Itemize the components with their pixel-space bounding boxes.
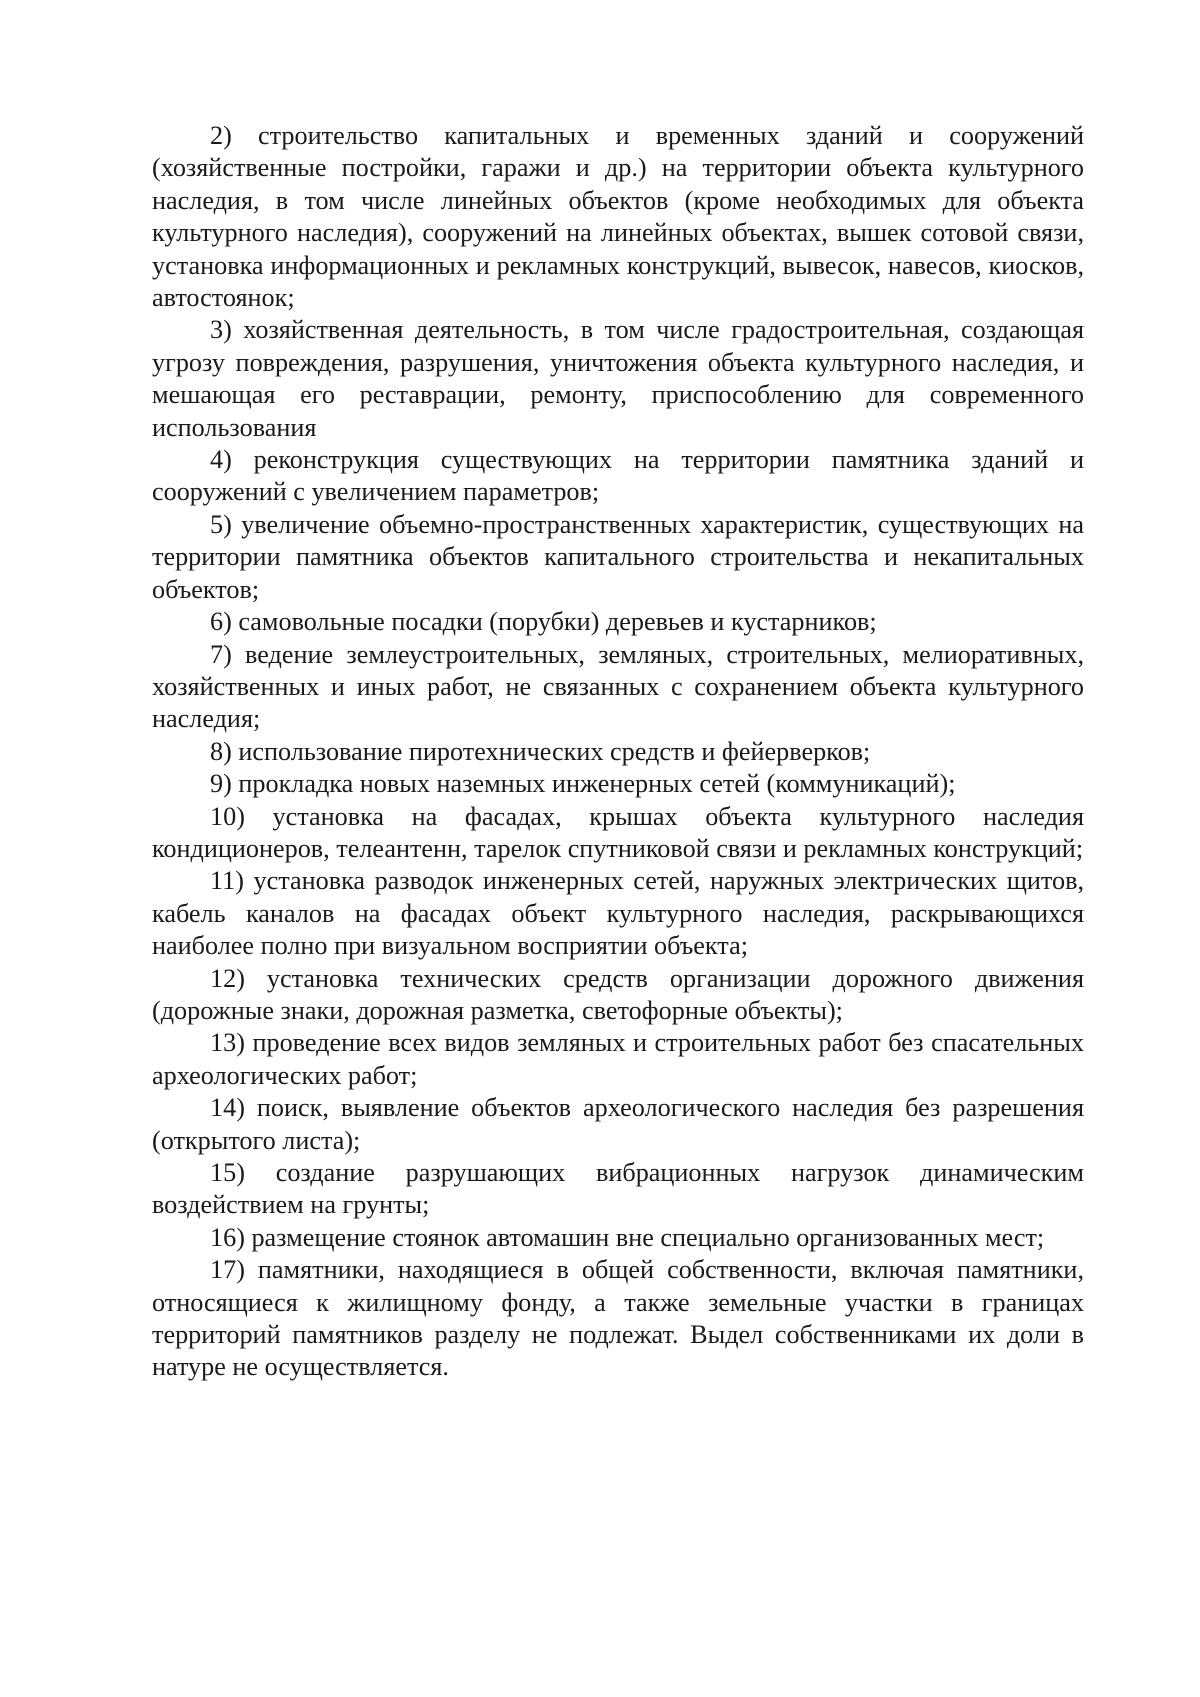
- paragraph-item-4: 4) реконструкция существующих на территории памятника зданий и сооружений с увеличением параметров;: [152, 445, 1084, 507]
- paragraph-item-6: 6) самовольные посадки (порубки) деревьев и кустарников;: [210, 607, 877, 637]
- paragraph-item-13: 13) проведение всех видов земляных и строительных работ без спасательных археологических работ;: [152, 1028, 1084, 1090]
- paragraph-item-17: 17) памятники, находящиеся в общей собственности, включая памятники, относящиеся к жилищному фонду, а также земельные участки в границах территорий памятников разделу не подлежат. Выдел собственниками их доли в натуре не осуществляется.: [152, 1255, 1084, 1382]
- paragraph-item-5: 5) увеличение объемно-пространственных характеристик, существующих на территории памятника объектов капитального строительства и некапитальных объектов;: [152, 509, 1084, 604]
- paragraph-item-8: 8) использование пиротехнических средств и фейерверков;: [210, 736, 871, 766]
- paragraph-item-14: 14) поиск, выявление объектов археологического наследия без разрешения (открытого листа);: [152, 1093, 1084, 1155]
- paragraph-item-12: 12) установка технических средств организации дорожного движения (дорожные знаки, дорожная разметка, светофорные объекты);: [152, 963, 1084, 1025]
- paragraph-item-11: 11) установка разводок инженерных сетей, наружных электрических щитов, кабель каналов на фасадах объект культурного наследия, раскрывающихся наиболее полно при визуальном восприятии объекта;: [152, 866, 1084, 961]
- document-body: [152, 120, 1084, 1384]
- paragraph-item-7: 7) ведение землеустроительных, земляных, строительных, мелиоративных, хозяйственных и иных работ, не связанных с сохранением объекта культурного наследия;: [152, 639, 1084, 734]
- paragraph-item-15: 15) создание разрушающих вибрационных нагрузок динамическим воздействием на грунты;: [152, 1158, 1084, 1220]
- paragraph-item-10: 10) установка на фасадах, крышах объекта культурного наследия кондиционеров, телеантенн, тарелок спутниковой связи и рекламных конструкций;: [152, 801, 1084, 863]
- paragraph-item-2: 2) строительство капитальных и временных зданий и сооружений (хозяйственные постройки, гаражи и др.) на территории объекта культурного наследия, в том числе линейных объектов (кроме необходимых для объекта культурного наследия), сооружений на линейных объектах, вышек сотовой связи, установка информационных и рекламных конструкций, вывесок, навесов, киосков, автостоянок;: [152, 121, 1084, 313]
- paragraph-item-3: 3) хозяйственная деятельность, в том числе градостроительная, создающая угрозу повреждения, разрушения, уничтожения объекта культурного наследия, и мешающая его реставрации, ремонту, приспособлению для современного использования: [152, 315, 1084, 442]
- paragraph-item-16: 16) размещение стоянок автомашин вне специально организованных мест;: [210, 1222, 1045, 1252]
- paragraph-item-9: 9) прокладка новых наземных инженерных сетей (коммуникаций);: [210, 769, 956, 799]
